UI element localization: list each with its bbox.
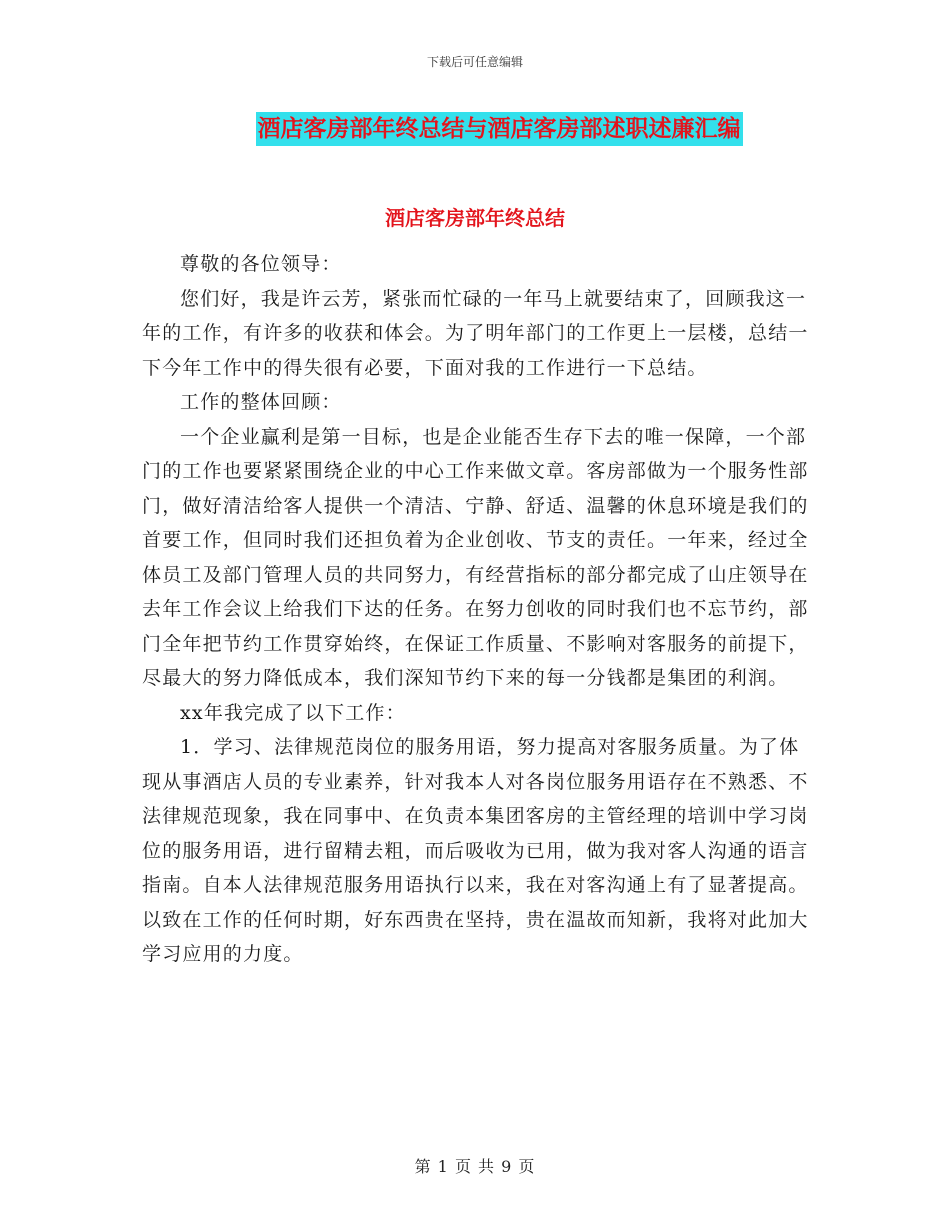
- main-title-container: [0, 112, 950, 146]
- paragraph-review: 一个企业赢利是第一目标，也是企业能否生存下去的唯一保障，一个部门的工作也要紧紧围绕企业的中心工作来做文章。客房部做为一个服务性部门，做好清洁给客人提供一个清洁、宁静、舒适、温馨的休息环境是我们的首要工作，但同时我们还担负着为企业创收、节支的责任。一年来，经过全体员工及部门管理人员的共同努力，有经营指标的部分都完成了山庄领导在去年工作会议上给我们下达的任务。在努力创收的同时我们也不忘节约，部门全年把节约工作贯穿始终，在保证工作质量、不影响对客服务的前提下，尽最大的努力降低成本，我们深知节约下来的每一分钱都是集团的利润。: [142, 425, 809, 689]
- paragraph-intro: 您们好，我是许云芳，紧张而忙碌的一年马上就要结束了，回顾我这一年的工作，有许多的收获和体会。为了明年部门的工作更上一层楼，总结一下今年工作中的得失很有必要，下面对我的工作进行一下总结。: [142, 287, 809, 379]
- page-footer: 第 1 页 共 9 页: [414, 1157, 536, 1176]
- paragraph-item-1: 1．学习、法律规范岗位的服务用语，努力提高对客服务质量。为了体现从事酒店人员的专业素养，针对我本人对各岗位服务用语存在不熟悉、不法律规范现象，我在同事中、在负责本集团客房的主管经理的培训中学习岗位的服务用语，进行留精去粗，而后吸收为已用，做为我对客人沟通的语言指南。自本人法律规范服务用语执行以来，我在对客沟通上有了显著提高。以致在工作的任何时期，好东西贵在坚持，贵在温故而知新，我将对此加大学习应用的力度。: [142, 736, 809, 965]
- main-title: 酒店客房部年终总结与酒店客房部述职述廉汇编: [256, 112, 743, 146]
- header-note: 下载后可任意编辑: [426, 55, 523, 69]
- body-text: [142, 247, 812, 972]
- section-title: 酒店客房部年终总结: [385, 206, 565, 230]
- paragraph-work-heading: xx年我完成了以下工作：: [180, 701, 406, 724]
- paragraph-salutation: 尊敬的各位领导：: [180, 253, 342, 275]
- paragraph-review-heading: 工作的整体回顾：: [180, 391, 342, 413]
